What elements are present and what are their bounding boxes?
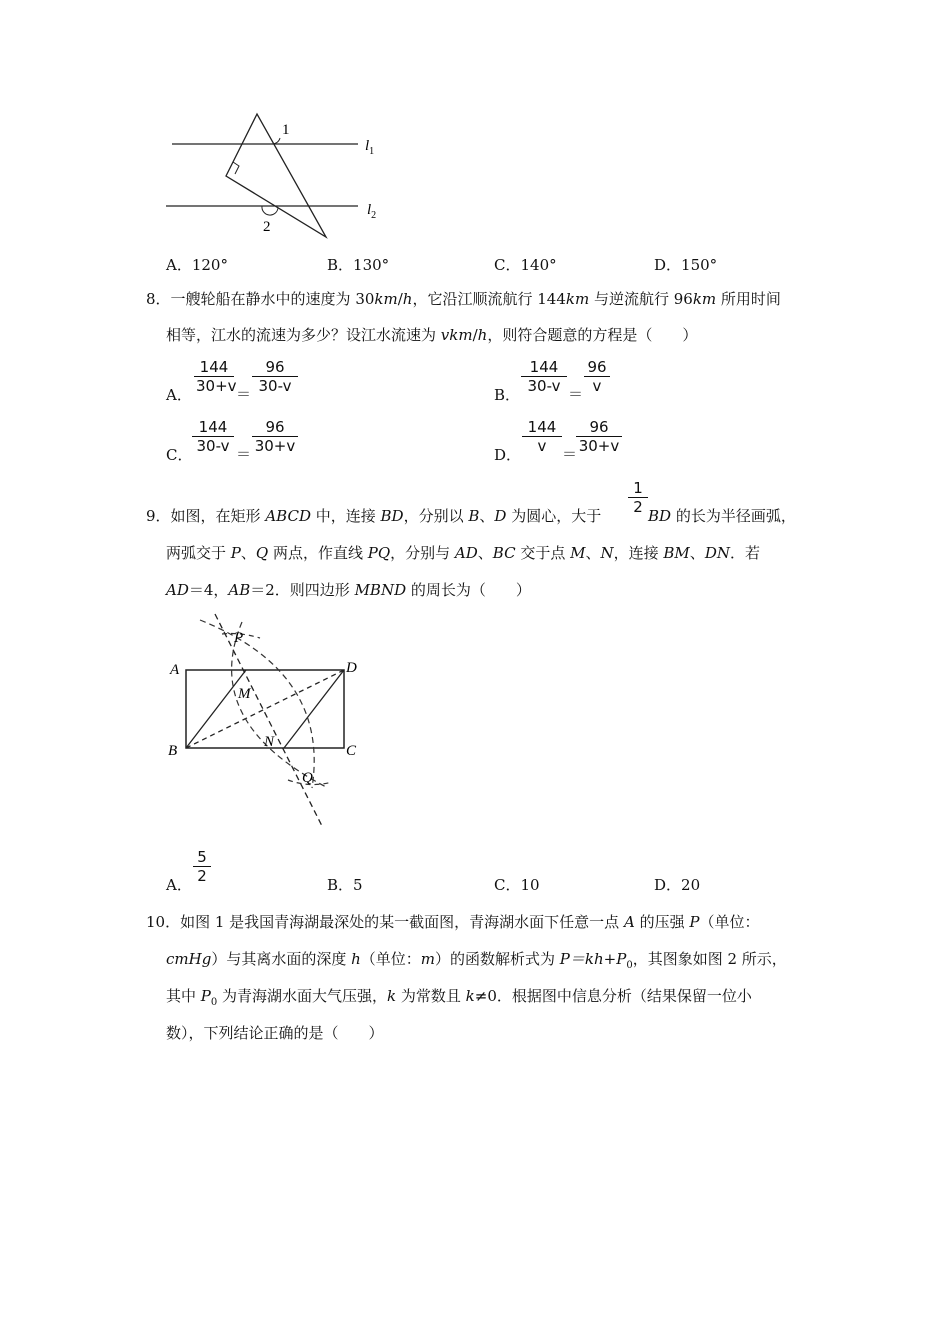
q9-stem-line1: 9．如图，在矩形 ABCD 中，连接 BD，分别以 B、D 为圆心，大于 <box>146 507 602 525</box>
q8-a-equals: ＝ <box>236 385 252 403</box>
q9-a-frac: 5 2 <box>193 848 211 885</box>
q8-a-frac1: 144 30+v <box>196 358 237 395</box>
q8-b-frac2: 96 v <box>584 358 610 395</box>
q7-option-a[interactable]: A．120° <box>166 256 228 274</box>
q9-option-c[interactable]: C．10 <box>494 876 540 894</box>
q9-figure <box>160 612 380 832</box>
q8-option-b-key: B． <box>494 386 521 404</box>
q9-option-b[interactable]: B．5 <box>327 876 363 894</box>
q9-half-fraction: 1 2 <box>628 479 648 516</box>
q7-option-b[interactable]: B．130° <box>327 256 390 274</box>
q8-a-frac2: 96 30-v <box>252 358 298 395</box>
q9-stem-line3: AD＝4，AB＝2．则四边形 MBND 的周长为（ ） <box>166 581 531 599</box>
q10-stem-line4: 数），下列结论正确的是（ ） <box>166 1024 384 1042</box>
angle-1-label: 1 <box>282 122 290 138</box>
arc-from-d <box>232 622 328 788</box>
point-a-label: A <box>170 662 180 678</box>
q9-stem-line2: 两弧交于 P、Q 两点，作直线 PQ，分别与 AD、BC 交于点 M、N，连接 BM、DN．若 <box>166 544 760 562</box>
q8-stem-line1: 8．一艘轮船在静水中的速度为 30km/h，它沿江顺流航行 144km 与逆流航行 96km 所用时间 <box>146 290 781 308</box>
q8-d-frac1: 144 v <box>522 418 562 455</box>
segment-dn <box>284 670 344 748</box>
point-m-label: M <box>238 686 251 702</box>
q8-d-frac2: 96 30+v <box>576 418 622 455</box>
q9-stem-line1-tail: BD 的长为半径画弧， <box>648 507 796 525</box>
point-d-label: D <box>346 660 357 676</box>
segment-bm <box>186 670 246 748</box>
point-b-label: B <box>168 743 178 759</box>
q8-d-equals: ＝ <box>562 445 578 463</box>
q10-stem-line2: cmHg）与其离水面的深度 h（单位：m）的函数解析式为 $P=kh+P_0$，其图象如图 2 所示， <box>166 950 787 971</box>
q7-option-d[interactable]: D．150° <box>654 256 718 274</box>
right-angle-mark <box>233 162 239 174</box>
q7-figure <box>160 108 400 243</box>
point-c-label: C <box>346 743 357 759</box>
point-q-label: Q <box>302 770 313 786</box>
right-triangle <box>226 114 326 237</box>
q8-option-d-key: D． <box>494 446 522 464</box>
q9-option-a-key: A． <box>166 876 192 894</box>
point-p-label: P <box>234 630 244 646</box>
l2-label: $l_2$ <box>367 202 377 221</box>
arc-from-b <box>200 620 314 788</box>
l1-label: $l_1$ <box>365 138 375 157</box>
angle-2-label: 2 <box>263 219 271 235</box>
q8-c-frac1: 144 30-v <box>192 418 234 455</box>
q9-option-d[interactable]: D．20 <box>654 876 701 894</box>
q8-stem-line2: 相等，江水的流速为多少？设江水流速为 vkm/h，则符合题意的方程是（ ） <box>166 326 698 344</box>
angle-2-arc <box>262 206 278 215</box>
q8-c-frac2: 96 30+v <box>252 418 298 455</box>
q8-option-c-key: C． <box>166 446 193 464</box>
q8-b-equals: ＝ <box>568 385 584 403</box>
point-n-label: N <box>264 734 275 750</box>
q8-option-a-key: A． <box>166 386 192 404</box>
q8-c-equals: ＝ <box>236 445 252 463</box>
q10-stem-line1: 10．如图 1 是我国青海湖最深处的某一截面图，青海湖水面下任意一点 A 的压强 P（单位： <box>146 913 760 931</box>
q8-b-frac1: 144 30-v <box>521 358 567 395</box>
q7-option-c[interactable]: C．140° <box>494 256 557 274</box>
q10-stem-line3: 其中 $P_0$ 为青海湖水面大气压强，k 为常数且 k≠0．根据图中信息分析（结果保留一位小 <box>166 987 752 1008</box>
